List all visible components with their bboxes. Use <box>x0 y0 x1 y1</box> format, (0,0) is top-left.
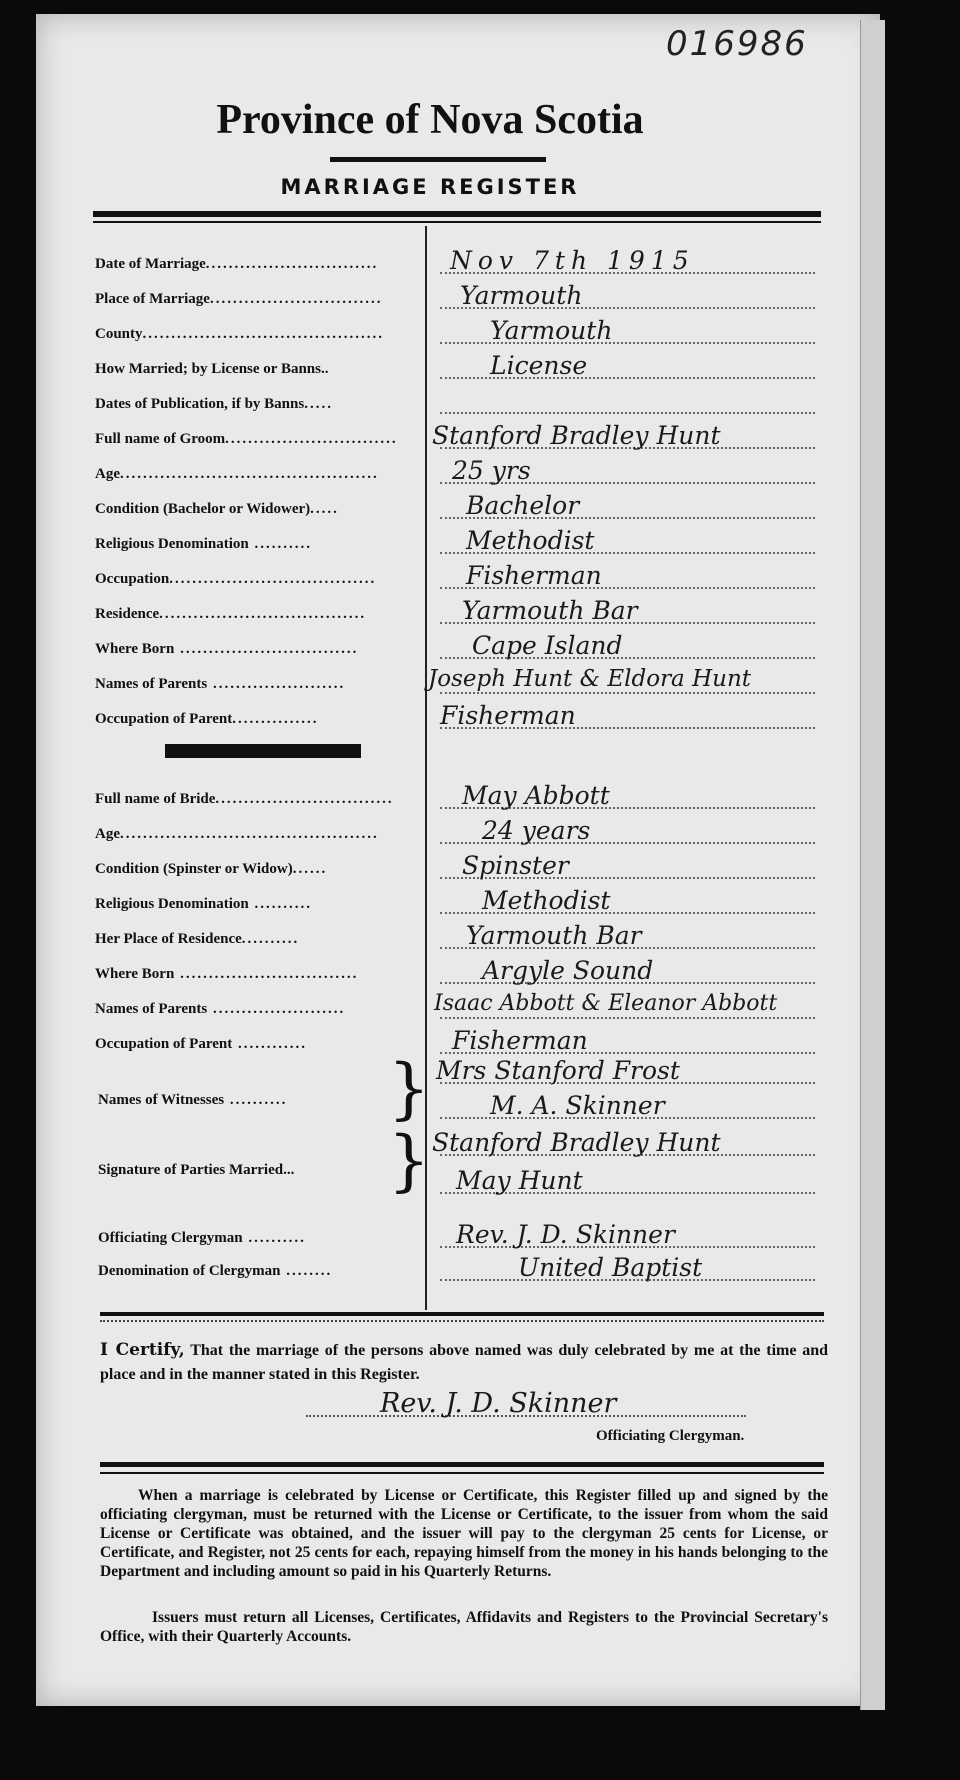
field-row <box>0 386 960 420</box>
field-label: Where Born ............................... <box>95 641 359 657</box>
field-row <box>0 701 960 735</box>
field-row <box>0 1166 960 1200</box>
field-value[interactable]: Yarmouth <box>490 316 613 345</box>
field-label: Residence.................................... <box>95 606 367 622</box>
field-label: Her Place of Residence.......... <box>95 931 300 947</box>
field-label: How Married; by License or Banns.. <box>95 361 329 377</box>
field-value[interactable]: Cape Island <box>472 631 623 660</box>
field-value[interactable]: Yarmouth <box>460 281 583 310</box>
field-label: Officiating Clergyman .......... <box>98 1230 306 1246</box>
field-value[interactable]: Yarmouth Bar <box>462 596 638 625</box>
field-row <box>0 1128 960 1162</box>
field-row <box>0 421 960 455</box>
form-title: Province of Nova Scotia <box>216 97 644 143</box>
field-value[interactable]: Bachelor <box>466 491 580 520</box>
field-label: Dates of Publication, if by Banns..... <box>95 396 333 412</box>
field-row <box>0 246 960 280</box>
field-value[interactable]: Rev. J. D. Skinner <box>456 1220 675 1249</box>
field-label: Occupation.................................... <box>95 571 377 587</box>
field-row <box>0 351 960 385</box>
field-value[interactable]: Stanford Bradley Hunt <box>432 421 721 450</box>
field-row <box>0 1091 960 1125</box>
field-value[interactable]: Methodist <box>466 526 595 555</box>
field-row <box>0 561 960 595</box>
field-row <box>0 816 960 850</box>
field-value[interactable]: Spinster <box>462 851 569 880</box>
brace-icon: } <box>388 1122 430 1199</box>
field-label: Age............................................. <box>95 466 379 482</box>
field-label: Where Born ............................... <box>95 966 359 982</box>
signature-caption: Officiating Clergyman. <box>596 1428 745 1444</box>
field-row <box>0 456 960 490</box>
field-row <box>0 666 960 700</box>
clergy-signature[interactable]: Rev. J. D. Skinner <box>380 1388 617 1419</box>
field-row <box>0 526 960 560</box>
field-value[interactable]: Yarmouth Bar <box>466 921 642 950</box>
field-label: County.......................................... <box>95 326 385 342</box>
field-value[interactable]: License <box>490 351 588 380</box>
field-label: Age............................................. <box>95 826 379 842</box>
signature-value[interactable]: Stanford Bradley Hunt <box>432 1128 721 1157</box>
field-value[interactable]: Fisherman <box>440 701 576 730</box>
certify-divider <box>100 1312 824 1316</box>
field-label: Religious Denomination .......... <box>95 896 313 912</box>
field-row <box>0 1056 960 1090</box>
field-label: Religious Denomination .......... <box>95 536 313 552</box>
field-value[interactable]: May Abbott <box>462 781 610 810</box>
field-label: Names of Witnesses .......... <box>98 1092 288 1108</box>
field-label: Full name of Bride............................... <box>95 791 394 807</box>
field-value[interactable]: United Baptist <box>518 1253 703 1282</box>
field-row <box>0 316 960 350</box>
field-row <box>0 886 960 920</box>
field-label: Place of Marriage.............................. <box>95 291 383 307</box>
field-value[interactable]: 25 yrs <box>452 456 531 485</box>
brace-icon: } <box>388 1050 430 1127</box>
field-value[interactable]: Isaac Abbott & Eleanor Abbott <box>434 991 778 1016</box>
header-divider <box>93 211 821 217</box>
field-value[interactable]: Fisherman <box>452 1026 588 1055</box>
field-row <box>0 921 960 955</box>
title-underline <box>330 157 546 162</box>
header-divider-thin <box>93 221 821 223</box>
field-value[interactable]: Nov 7th 1915 <box>450 246 695 275</box>
witness-value[interactable]: M. A. Skinner <box>490 1091 665 1120</box>
field-label: Full name of Groom.............................. <box>95 431 398 447</box>
field-label: Condition (Bachelor or Widower)..... <box>95 501 339 517</box>
certify-text: That the marriage of the persons above named was duly celebrated by me at the time and place and in the manner stated in this Register. <box>100 1342 828 1383</box>
field-value[interactable]: Argyle Sound <box>482 956 654 985</box>
field-label: Occupation of Parent ............ <box>95 1036 307 1052</box>
field-value[interactable]: 24 years <box>482 816 591 845</box>
field-row <box>0 1220 960 1254</box>
certification-statement <box>100 1338 828 1387</box>
field-row <box>0 1253 960 1287</box>
field-row <box>0 631 960 665</box>
field-value[interactable] <box>430 386 830 418</box>
field-value[interactable]: Methodist <box>482 886 611 915</box>
field-value[interactable]: Fisherman <box>466 561 602 590</box>
field-row <box>0 991 960 1025</box>
field-label: Condition (Spinster or Widow)...... <box>95 861 328 877</box>
field-label: Names of Parents ....................... <box>95 1001 346 1017</box>
field-row <box>0 281 960 315</box>
section-separator-bar <box>165 744 361 758</box>
issuer-instructions: Issuers must return all Licenses, Certificates, Affidavits and Registers to the Provincial Secretary's Office, with their Quarterly Accounts. <box>100 1609 828 1645</box>
signature-value[interactable]: May Hunt <box>456 1166 583 1195</box>
field-row <box>0 596 960 630</box>
field-label: Date of Marriage.............................. <box>95 256 379 272</box>
form-subtitle: MARRIAGE REGISTER <box>280 175 580 199</box>
field-row <box>0 956 960 990</box>
certify-lead: I Certify, <box>100 1340 185 1360</box>
serial-number: 016986 <box>666 24 808 64</box>
certify-divider-dotted <box>100 1320 824 1322</box>
notice-divider-thin <box>100 1472 824 1474</box>
witness-value[interactable]: Mrs Stanford Frost <box>436 1056 680 1085</box>
field-label: Signature of Parties Married... <box>98 1162 295 1178</box>
notice-divider <box>100 1462 824 1467</box>
field-row <box>0 781 960 815</box>
field-label: Names of Parents ....................... <box>95 676 346 692</box>
field-row <box>0 491 960 525</box>
field-row <box>0 851 960 885</box>
field-label: Denomination of Clergyman ........ <box>98 1263 333 1279</box>
return-instructions: When a marriage is celebrated by License or Certificate, this Register filled up and signed by the officiating clergyman, must be returned with the License or Certificate, to the issuer from whom the said License or Certificate was obtained, and the issuer will pay to the clergyman 25 cents for License, or Certificate, and Register, not 25 cents for each, repaying himself from the money in his hands belonging to the Department and including amount so paid in his Quarterly Returns. <box>100 1487 828 1580</box>
field-row <box>0 1026 960 1060</box>
field-value[interactable]: Joseph Hunt & Eldora Hunt <box>428 666 752 692</box>
field-label: Occupation of Parent............... <box>95 711 319 727</box>
